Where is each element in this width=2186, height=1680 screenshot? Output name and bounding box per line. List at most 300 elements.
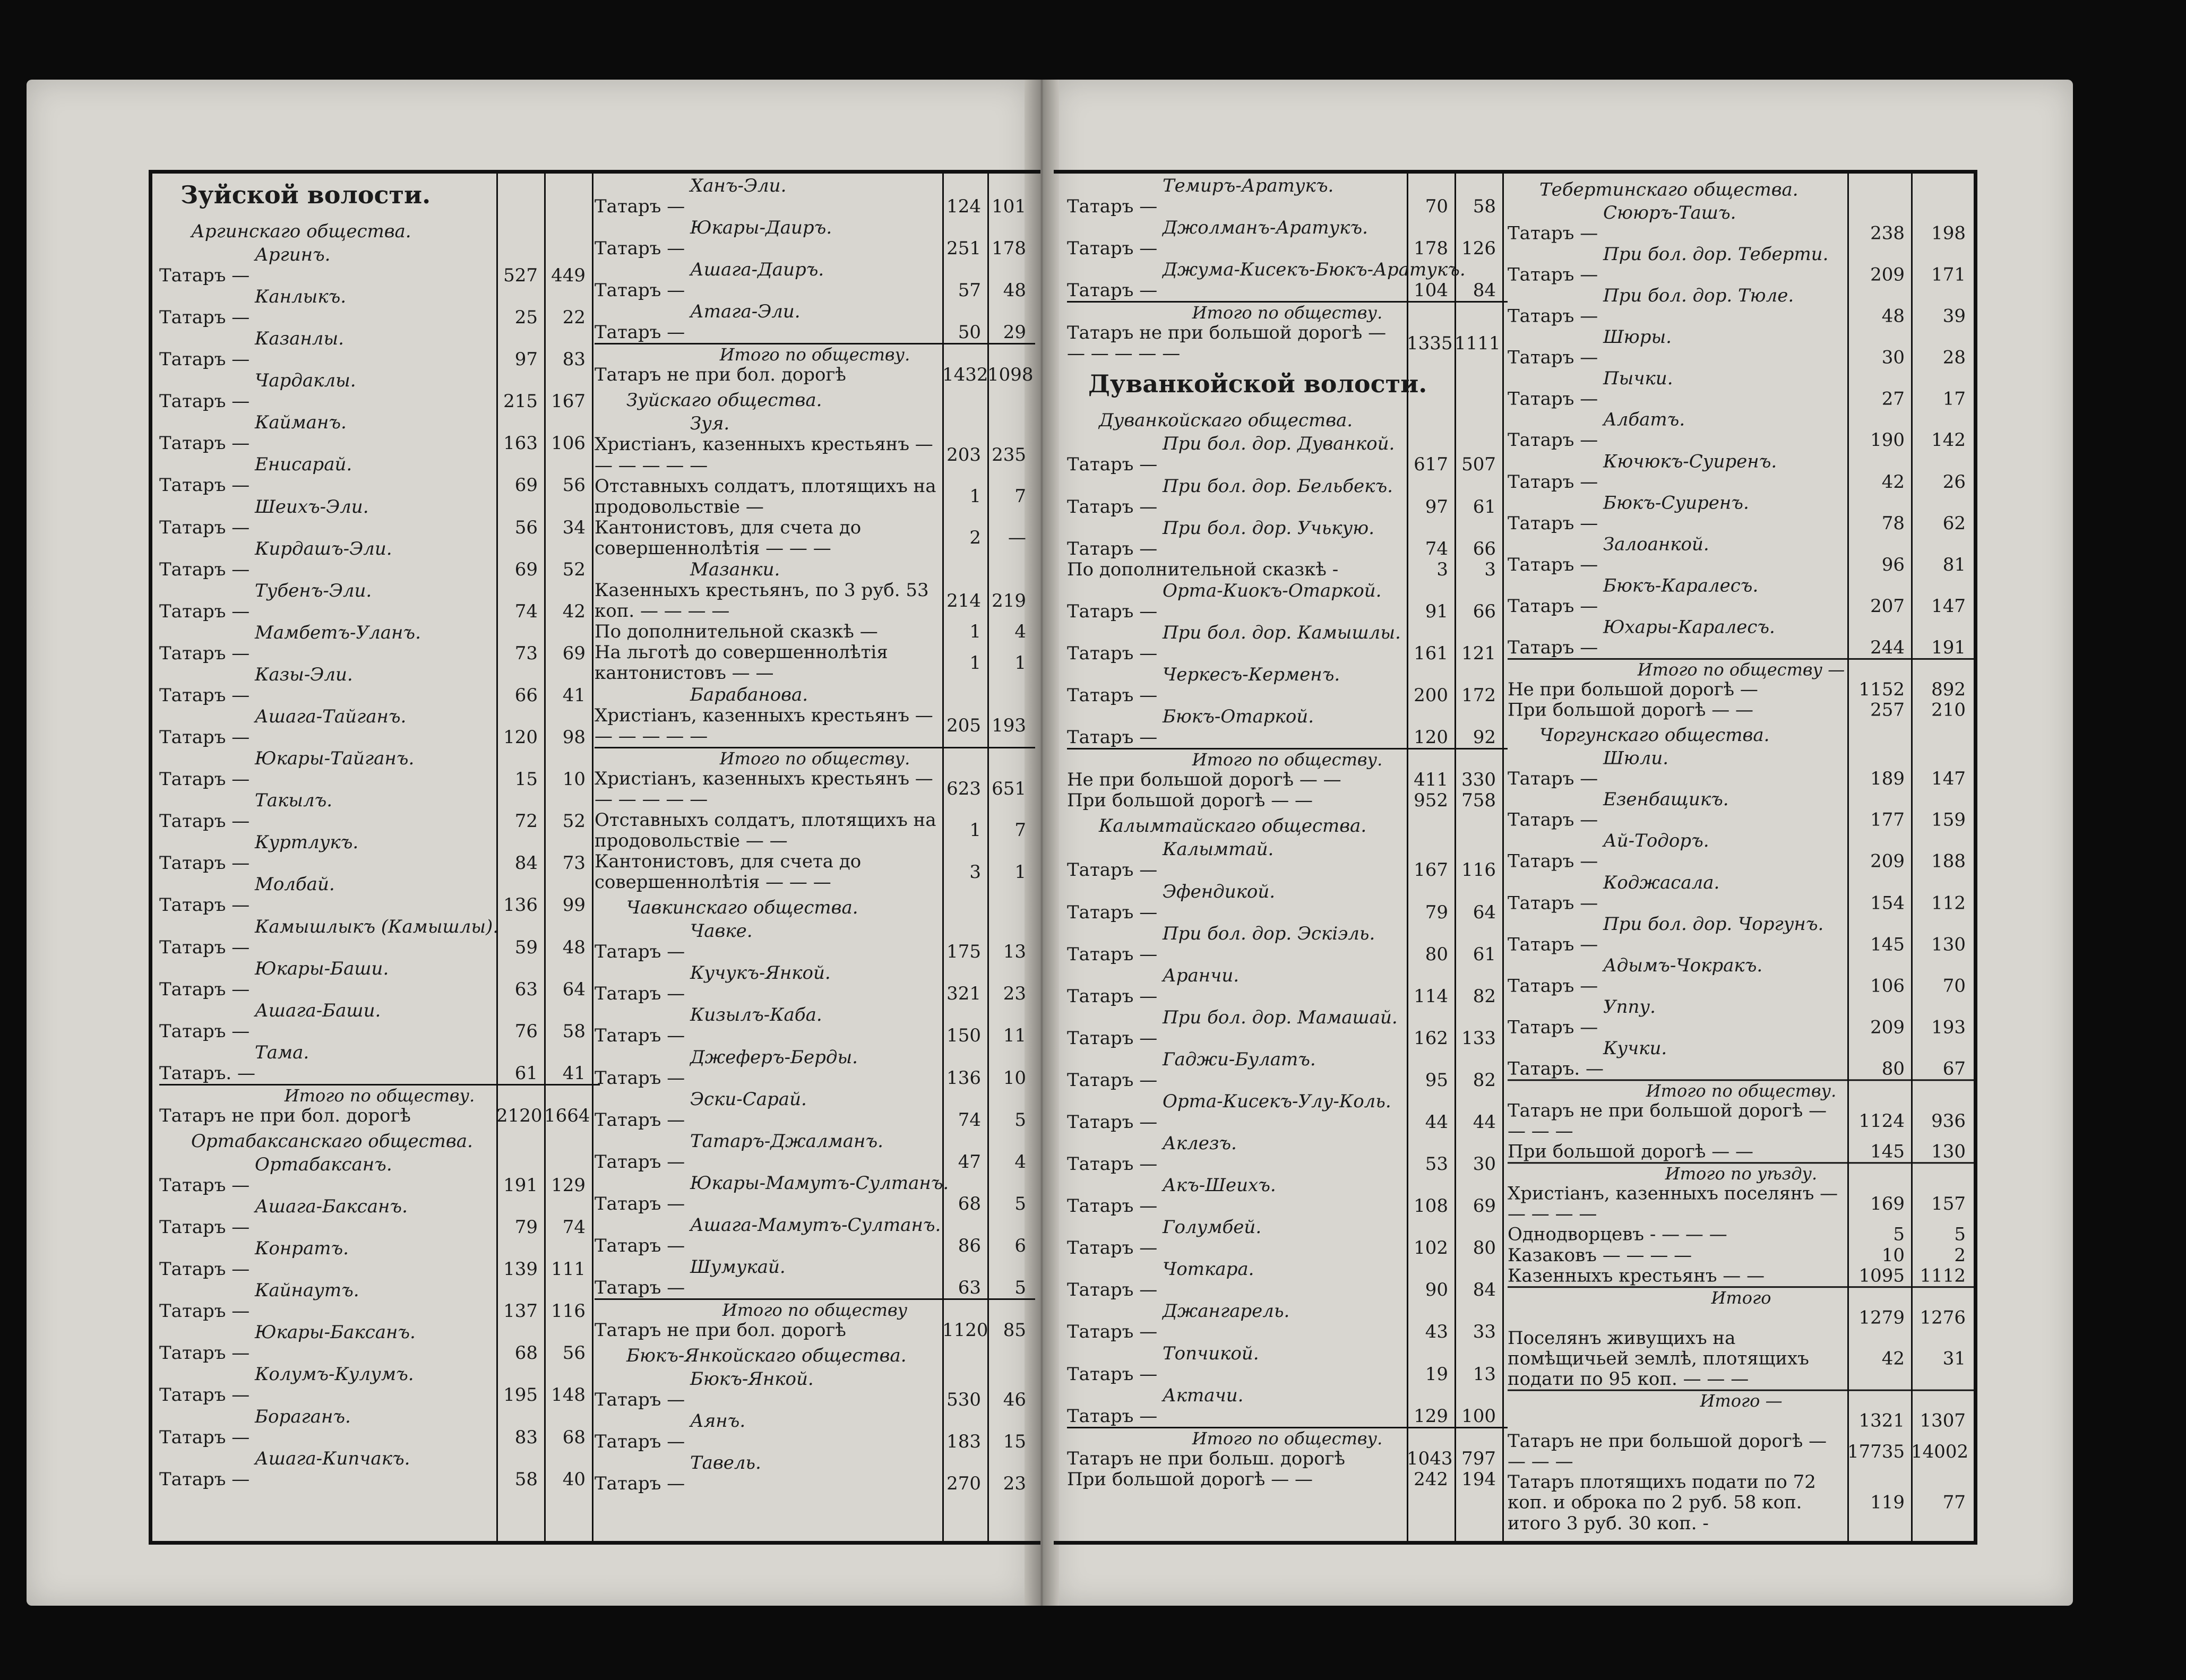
village-name: Темиръ-Аратукъ. [1163,175,1334,196]
table-row [1508,555,1975,575]
count-female: 48 [1003,280,1026,301]
village-name: Джолманъ-Аратукъ. [1163,217,1368,239]
society-heading: Дуванкойскаго общества. [1099,410,1353,432]
row-label: Татаръ — [1508,513,1598,534]
count-female: 171 [1931,264,1966,286]
count-male: 79 [514,1217,538,1238]
count-male: 150 [946,1025,981,1047]
village-name: При бол. дор. Камышлы. [1163,622,1401,643]
row-label: Не при большой дорогѣ — [1508,679,1758,700]
table-row [1508,810,1975,831]
count-male: 1043 [1407,1448,1453,1469]
village-name: Кучки. [1603,1038,1667,1059]
total-heading: Итого [1508,1286,1975,1307]
village-name: Мамбетъ-Уланъ. [255,622,421,643]
village-name: Кайнаутъ. [255,1280,359,1302]
count-male: 191 [503,1174,538,1196]
table-row [1067,1469,1508,1490]
count-male: 169 [1870,1193,1905,1214]
row-label: Татаръ — [1067,685,1158,707]
table-row [595,642,1035,684]
count-male: 74 [1425,538,1448,559]
count-male: 207 [1870,596,1905,617]
count-male: 56 [514,516,538,538]
village-name: Джеферъ-Берды. [690,1046,858,1068]
table-row [1067,1154,1508,1175]
village-name: При бол. дор. Дуванкой. [1163,433,1395,455]
row-label: Татаръ — [1508,809,1598,831]
row-label: Татаръ — [1067,1069,1158,1091]
count-female: 130 [1931,1141,1966,1162]
count-female: 1112 [1920,1265,1966,1286]
count-female: 46 [1003,1389,1026,1411]
village-name: Ортабаксанъ. [255,1153,392,1175]
row-label: Татаръ — [595,1235,685,1256]
village-name: Молбай. [255,874,335,895]
count-male: 1 [969,621,981,643]
table-row [1508,1142,1975,1162]
village-name: Куртлукъ. [255,832,359,854]
village-name: Орта-Кисекъ-Улу-Коль. [1163,1090,1391,1112]
village-name: Татаръ-Джалманъ. [690,1130,883,1152]
row-label: Татаръ — [159,1384,250,1406]
count-male: 238 [1870,222,1905,244]
village-name: Юкары-Мамутъ-Султанъ. [690,1172,949,1194]
count-female: 84 [1473,1279,1496,1301]
count-female: 68 [562,1426,586,1448]
count-male: 183 [946,1431,981,1453]
count-female: 1307 [1920,1410,1966,1432]
row-label: Татаръ — [1508,347,1598,368]
count-male: 43 [1425,1321,1448,1343]
row-label: Татаръ — [1067,901,1158,923]
count-male: 167 [1414,859,1448,881]
count-male: 214 [946,590,981,611]
village-name: При бол. дор. Учькую. [1163,517,1375,539]
row-label: Татаръ — [159,516,250,538]
count-female: 188 [1931,851,1966,872]
count-female: 210 [1931,700,1966,721]
count-male: 10 [1881,1244,1905,1266]
village-name: Орта-Киокъ-Отаркой. [1163,580,1382,601]
count-male: 50 [958,322,981,343]
table-row [1067,1028,1508,1049]
row-label: Татаръ — [1508,892,1598,914]
table-row [1508,596,1975,617]
count-female: 1 [1014,861,1026,883]
village-name: Бюкъ-Суиренъ. [1603,492,1749,514]
count-female: 30 [1473,1153,1496,1175]
table-row [1067,1322,1508,1342]
village-name: Кайманъ. [255,412,347,434]
village-name: Албатъ. [1603,409,1685,431]
count-male: 83 [514,1426,538,1448]
village-name: Ай-Тодоръ. [1603,831,1709,852]
count-male: 257 [1870,700,1905,721]
row-label: Татаръ — [595,1431,685,1453]
row-label: Татаръ — [159,349,250,371]
table-row [1067,601,1508,622]
count-female: 116 [551,1300,586,1322]
count-female: 219 [992,590,1026,611]
count-male: 1 [969,820,981,841]
total-heading: Итого по обществу. [1067,301,1508,323]
count-female: 14002 [1911,1441,1969,1462]
table-row [1508,1328,1975,1390]
row-label: Татаръ — [159,894,250,916]
count-male: 530 [946,1389,981,1411]
table-row [1508,265,1975,286]
count-male: 952 [1414,790,1448,812]
village-name: Чавке. [690,920,753,942]
count-male: 2120 [496,1105,543,1126]
count-female: 936 [1931,1110,1966,1132]
count-male: 86 [958,1235,981,1256]
table-row [1067,770,1508,790]
row-label: Татаръ — [159,642,250,664]
table-row [1508,769,1975,789]
table-row [1067,539,1508,559]
count-female: 193 [992,715,1026,737]
village-name: Тама. [255,1041,309,1063]
left-page-column-2 [595,175,1035,1494]
row-label: Татаръ — [1508,975,1598,997]
table-row [595,580,1035,622]
count-female: 7 [1014,820,1026,841]
village-name: Коджасала. [1603,872,1720,893]
row-label: Татаръ — [595,1151,685,1173]
count-female: 61 [1473,496,1496,518]
table-row [159,727,600,748]
count-female: 198 [1931,222,1966,244]
count-female: 22 [562,307,586,329]
table-row [159,475,600,496]
count-male: 59 [514,936,538,958]
row-label: Татаръ не при большой дорогѣ — — — — [1508,1431,1827,1472]
table-row [1508,1432,1975,1472]
count-male: 1 [969,652,981,674]
table-row [595,984,1035,1004]
count-male: 80 [1425,943,1448,965]
count-male: 68 [958,1193,981,1214]
count-male: 17735 [1847,1441,1905,1462]
count-female: 106 [551,433,586,454]
village-name: Бораганъ. [255,1406,351,1427]
row-label: Татаръ — [1067,454,1158,476]
table-row [1508,1225,1975,1245]
count-male: 119 [1870,1492,1905,1514]
row-label: При большой дорогѣ — — [1067,1468,1313,1490]
table-row [159,265,600,286]
table-row [595,322,1035,343]
table-row [159,307,600,328]
village-name: Джангарель. [1163,1300,1290,1322]
row-label: Татаръ — [159,1217,250,1238]
count-male: 2 [969,527,981,549]
village-name: Гаджи-Булатъ. [1163,1048,1316,1070]
table-row [159,895,600,916]
table-row [1067,944,1508,965]
table-row [595,1194,1035,1214]
table-row [1508,306,1975,327]
row-label: Татаръ — [595,1277,685,1298]
table-row [1508,1411,1975,1432]
count-male: 47 [958,1151,981,1173]
count-female: 40 [562,1468,586,1490]
count-female: 13 [1473,1363,1496,1385]
table-row [1508,1059,1975,1080]
count-female: 74 [562,1217,586,1238]
row-label: Татаръ — [159,475,250,496]
table-row [1067,860,1508,881]
village-name: Тавель. [690,1452,761,1474]
table-row [159,1021,600,1042]
table-row [595,1236,1035,1256]
count-male: 3 [1436,558,1448,580]
count-female: 64 [562,978,586,1000]
row-label: Татаръ — [159,1259,250,1280]
table-row [1508,389,1975,410]
village-name: Мазанки. [690,559,780,581]
count-male: 1095 [1858,1265,1905,1286]
row-label: Отставныхъ солдатъ, плотящихъ на продовольствіе — — [595,809,936,851]
count-male: 44 [1425,1111,1448,1133]
society-heading: Аргинскаго общества. [191,221,411,242]
row-label: Татаръ — [159,1468,250,1490]
village-name: При бол. дор. Бельбекъ. [1163,475,1393,497]
table-row [1067,1364,1508,1385]
table-row [159,1175,600,1196]
count-female: 23 [1003,1473,1026,1495]
row-label: Татаръ — [1067,196,1158,217]
left-page-column-1 [159,175,600,1490]
row-label: Татаръ — [159,307,250,329]
village-name: Ашага-Мамутъ-Султанъ. [690,1214,941,1236]
table-row [595,705,1035,747]
row-label: Татаръ — [1067,1279,1158,1301]
count-male: 108 [1414,1195,1448,1217]
count-male: 190 [1870,430,1905,451]
table-row [1067,1406,1508,1427]
village-name: Кизылъ-Каба. [690,1004,822,1026]
row-label: Татаръ не при больш. дорогѣ [1067,1448,1345,1469]
count-female: 13 [1003,941,1026,963]
row-label: Татаръ — [595,1067,685,1089]
table-row [1508,1184,1975,1225]
table-row [595,1068,1035,1089]
table-row [159,1343,600,1364]
count-female: 5 [1014,1109,1026,1131]
village-name: Такылъ. [255,790,333,812]
village-name: Енисарай. [255,454,352,476]
row-label: Татаръ — [159,1174,250,1196]
table-row [595,238,1035,259]
count-male: 161 [1414,642,1448,664]
table-row [1508,513,1975,534]
total-heading: Итого — [1508,1390,1975,1411]
count-male: 200 [1414,685,1448,707]
table-row [159,685,600,706]
count-male: 1 [969,486,981,507]
row-label: Татаръ — [1067,496,1158,518]
table-row [159,643,600,664]
section-heading: Зуйской волости. [180,180,431,209]
row-label: Татаръ — [1067,859,1158,881]
count-male: 1279 [1858,1307,1905,1328]
row-label: Татаръ — [595,238,685,260]
row-label: Татаръ — [1067,280,1158,301]
table-row [595,1432,1035,1452]
table-row [1067,727,1508,748]
table-row [1508,223,1975,244]
row-label: Татаръ — [1067,1195,1158,1217]
table-row [159,1063,600,1084]
row-label: Татаръ — [1067,1111,1158,1133]
village-name: Езенбащикъ. [1603,789,1729,811]
count-male: 162 [1414,1027,1448,1049]
row-label: Татаръ — [1067,600,1158,622]
count-female: 80 [1473,1237,1496,1259]
village-name: Акъ-Шеихъ. [1163,1175,1276,1196]
count-female: 507 [1461,454,1496,476]
count-male: 195 [503,1384,538,1406]
table-row [159,391,600,412]
society-heading: Чавкинскаго общества. [626,897,858,919]
count-male: 97 [1425,496,1448,518]
count-female: 99 [562,894,586,916]
count-female: 29 [1003,322,1026,343]
row-label: Татаръ — [1508,264,1598,286]
table-row [595,434,1035,476]
count-male: 177 [1870,809,1905,831]
table-row [1067,1449,1508,1469]
total-heading: Итого по обществу. [595,747,1035,769]
total-heading: Итого по обществу. [595,343,1035,365]
count-female: 52 [562,811,586,832]
row-label: Татаръ — [1067,1237,1158,1259]
table-row [1067,1280,1508,1300]
table-row [595,1320,1035,1341]
count-male: 80 [1881,1058,1905,1080]
table-row [1508,893,1975,914]
count-female: 116 [1461,859,1496,881]
count-female: 31 [1942,1348,1966,1369]
count-female: 52 [562,558,586,580]
count-male: 95 [1425,1069,1448,1091]
count-female: 11 [1003,1025,1026,1047]
count-male: 120 [1414,727,1448,748]
count-male: 189 [1870,768,1905,789]
row-label: Татаръ. — [1508,1058,1604,1080]
village-name: Адымъ-Чокракъ. [1603,955,1763,976]
table-row [595,769,1035,810]
count-female: 193 [1931,1016,1966,1038]
count-male: 48 [1881,305,1905,327]
count-female: 66 [1473,538,1496,559]
count-male: 27 [1881,389,1905,410]
count-female: 34 [562,516,586,538]
row-label: Татаръ — [1067,985,1158,1007]
count-male: 42 [1881,1348,1905,1369]
count-female: 330 [1461,769,1496,791]
table-row [1508,472,1975,493]
row-label: Татаръ — [1067,1027,1158,1049]
table-row [1067,196,1508,217]
count-male: 66 [514,684,538,706]
table-row [595,518,1035,559]
count-female: 61 [1473,943,1496,965]
village-name: Шюли. [1603,747,1669,769]
count-female: 5 [1954,1224,1966,1245]
row-label: Христіанъ, казенныхъ крестьянъ — — — — — — [595,704,933,747]
count-female: 10 [1003,1067,1026,1089]
table-row [1067,1196,1508,1217]
count-male: 120 [503,727,538,748]
row-label: Татаръ — [1508,1016,1598,1038]
table-row [595,622,1035,642]
table-row [1067,643,1508,664]
count-male: 1124 [1858,1110,1905,1132]
count-male: 154 [1870,892,1905,914]
count-female: 41 [562,1062,586,1084]
village-name: Казы-Эли. [255,664,353,685]
total-heading: Итого по уѣзду. [1508,1162,1975,1184]
society-heading: Калымтайскаго общества. [1099,815,1367,837]
table-row [1067,454,1508,475]
count-female: 92 [1473,727,1496,748]
table-row [595,1152,1035,1173]
row-label: Татаръ — [159,978,250,1000]
village-name: Аранчи. [1163,964,1240,986]
table-row [1508,637,1975,658]
village-name: Ашага-Тайганъ. [255,706,407,728]
row-label: Татаръ — [1508,637,1598,658]
table-row [1508,851,1975,872]
count-female: 129 [551,1174,586,1196]
row-label: На льготѣ до совершеннолѣтія кантонистовъ — — [595,642,888,684]
village-name: Шеихъ-Эли. [255,496,369,518]
count-male: 15 [514,769,538,790]
village-name: Юхары-Каралесъ. [1603,616,1775,638]
row-label: Поселянъ живущихъ на помѣщичьей землѣ, плотящихъ подати по 95 коп. — — — [1508,1327,1809,1390]
society-heading: Бюкъ-Янкойскаго общества. [626,1345,907,1367]
village-name: Ашага-Баши. [255,1000,381,1021]
village-name: Залоанкой. [1603,533,1709,555]
row-label: Татаръ не при большой дорогѣ — — — — [1508,1100,1827,1142]
count-male: 124 [946,196,981,217]
row-label: Татаръ — [159,1020,250,1042]
village-name: Барабанова. [690,684,808,705]
count-male: 19 [1425,1363,1448,1385]
count-female: 892 [1931,679,1966,700]
count-male: 90 [1425,1279,1448,1301]
count-female: 651 [992,778,1026,800]
count-female: 130 [1931,934,1966,955]
table-row [1067,323,1508,364]
count-female: 142 [1931,430,1966,451]
count-male: 91 [1425,600,1448,622]
table-row [159,559,600,580]
table-row [595,280,1035,301]
count-female: 4 [1014,621,1026,643]
count-female: 3 [1484,558,1496,580]
row-label: Татаръ — [595,280,685,301]
right-page-column-1 [1067,175,1508,1490]
village-name: Юкары-Даиръ. [690,217,832,239]
village-name: Бюкъ-Каралесъ. [1603,575,1759,597]
table-row [595,851,1035,893]
count-female: 191 [1931,637,1966,658]
